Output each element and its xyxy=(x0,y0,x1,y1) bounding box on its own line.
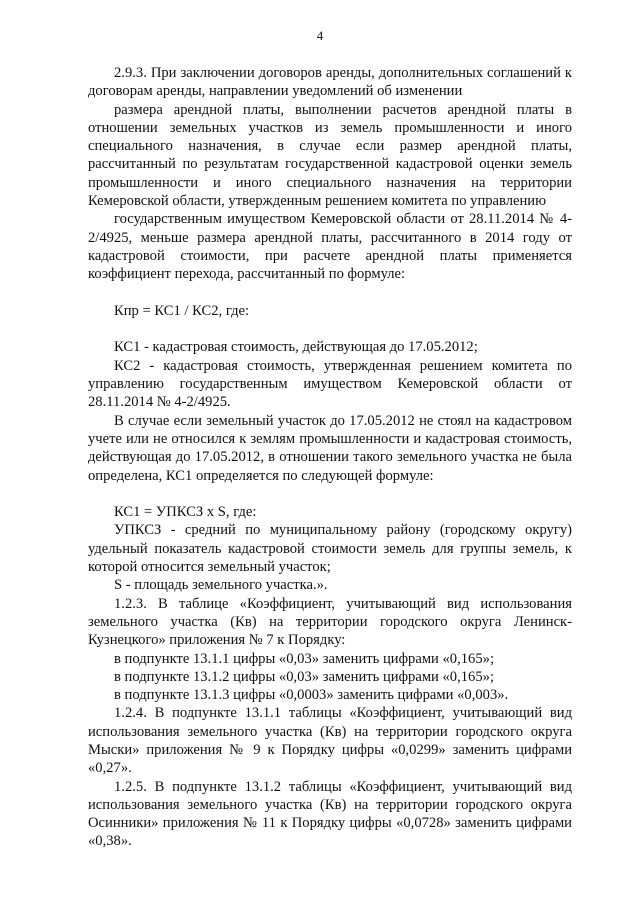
definition-s: S - площадь земельного участка.». xyxy=(114,577,328,594)
blank-line xyxy=(88,320,572,338)
subitem-13-1-1: в подпункте 13.1.1 цифры «0,03» заменить цифрами «0,165»; xyxy=(114,650,494,667)
paragraph-2-9-3: 2.9.3. При заключении договоров аренды, дополнительных соглашений к договорам аренды, направлении уведомлений об изменении xyxy=(88,65,572,100)
document-body xyxy=(88,64,572,851)
paragraph-if-not-registered: В случае если земельный участок до 17.05.2012 не стоял на кадастровом учете или не относился к землям промышленности и кадастровая стоимость, действующая до 17.05.2012, в отношении такого земельного участка не была определена, КС1 определяется по следующей формуле: xyxy=(88,412,572,484)
paragraph-1-2-5: 1.2.5. В подпункте 13.1.2 таблицы «Коэффициент, учитывающий вид использования земельного участка (Кв) на территории городского округа Осинники» приложения № 11 к Порядку цифры «0,0728» заменить цифрами «0,38». xyxy=(88,778,572,850)
page-number: 4 xyxy=(316,28,324,43)
subitem-13-1-3: в подпункте 13.1.3 цифры «0,0003» заменить цифрами «0,003». xyxy=(114,687,509,704)
blank-line xyxy=(88,284,572,302)
paragraph-1-2-4: 1.2.4. В подпункте 13.1.1 таблицы «Коэффициент, учитывающий вид использования земельного участка (Кв) на территории городского округа Мыски» приложения № 9 к Порядку цифры «0,0299» заменить цифрами «0,27». xyxy=(88,705,572,777)
formula-kpr: Кпр = КС1 / КС2, где: xyxy=(114,302,250,319)
paragraph-rent-size: размера арендной платы, выполнении расчетов арендной платы в отношении земельных участков из земель промышленности и иного специального назначения, в случае если размер арендной платы, рассчитанный по результатам государственной кадастровой оценки земель промышленности и иного специального назначения на территории Кемеровской области, утвержденным решением комитета по управлению xyxy=(88,101,572,210)
definition-ks2: КС2 - кадастровая стоимость, утвержденная решением комитета по управлению государственным имуществом Кемеровской области от 28.11.2014 № 4-2/4925. xyxy=(88,357,572,411)
subitem-13-1-2: в подпункте 13.1.2 цифры «0,03» заменить цифрами «0,165»; xyxy=(114,668,494,685)
paragraph-state-property: государственным имуществом Кемеровской области от 28.11.2014 № 4-2/4925, меньше размера арендной платы, рассчитанного в 2014 году от кадастровой стоимости, при расчете арендной платы применяется коэффициент перехода, рассчитанный по формуле: xyxy=(88,211,572,283)
definition-ks1: КС1 - кадастровая стоимость, действующая до 17.05.2012; xyxy=(114,339,478,356)
blank-line xyxy=(88,485,572,503)
paragraph-1-2-3: 1.2.3. В таблице «Коэффициент, учитывающий вид использования земельного участка (Кв) на территории городского округа Ленинск-Кузнецкого» приложения № 7 к Порядку: xyxy=(88,595,572,649)
definition-upksz: УПКСЗ - средний по муниципальному району (городскому округу) удельный показатель кадастровой стоимости земель для группы земель, к которой относится земельный участок; xyxy=(88,522,572,576)
formula-ks1: КС1 = УПКСЗ x S, где: xyxy=(114,504,257,521)
